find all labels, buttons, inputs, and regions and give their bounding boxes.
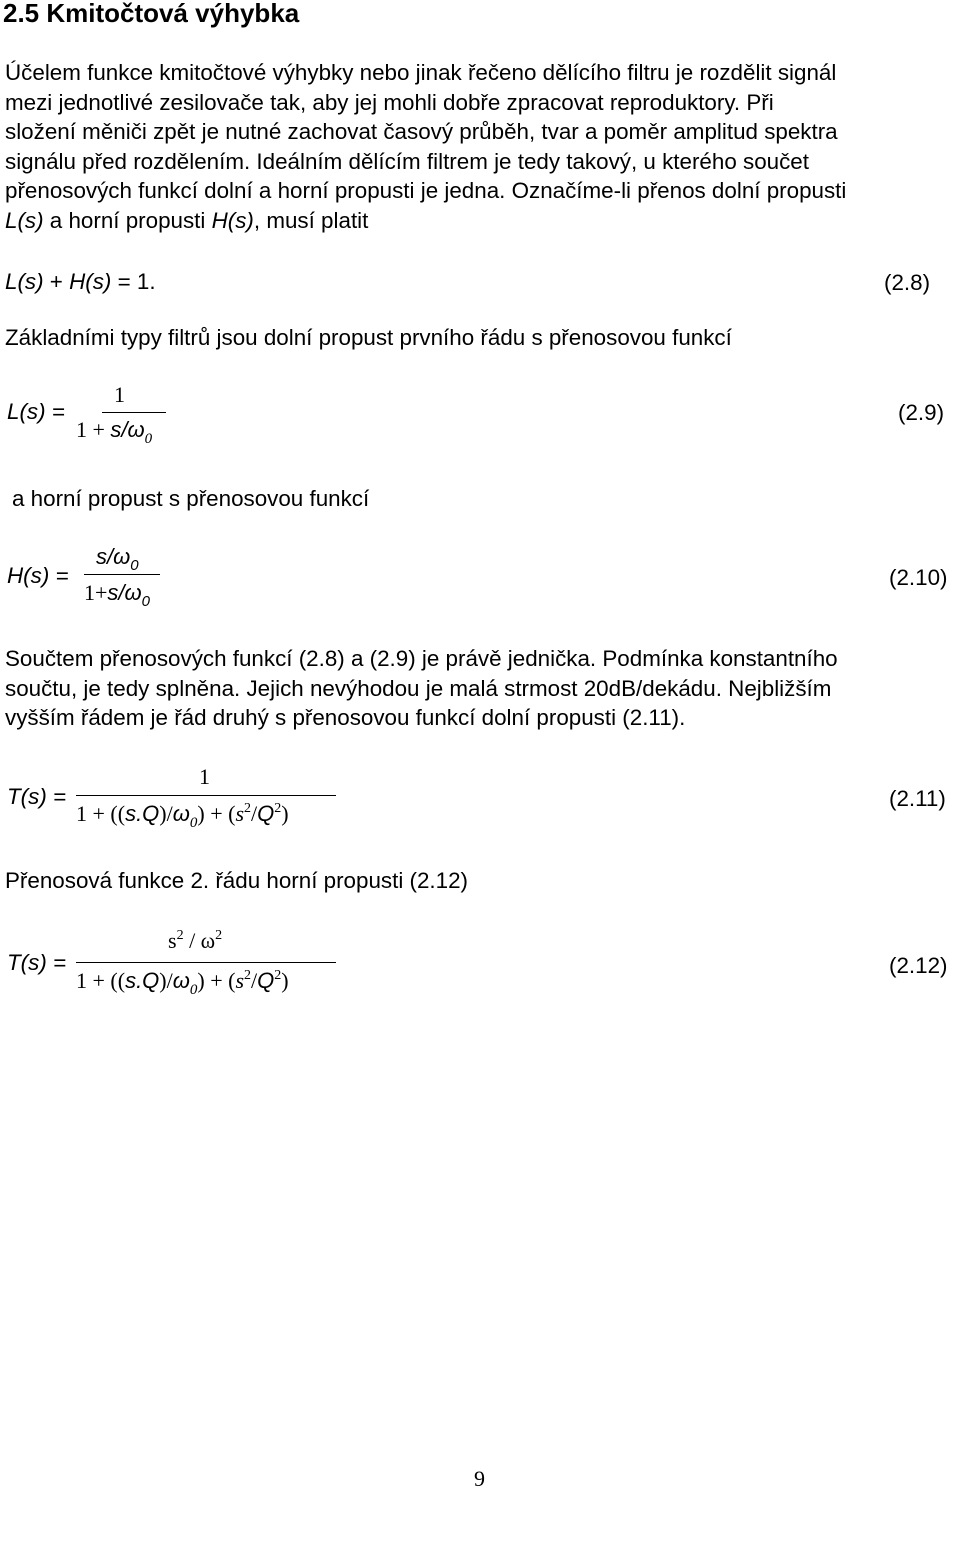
eq-2-9-den-var: s/ω bbox=[110, 417, 145, 442]
section-heading: 2.5 Kmitočtová výhybka bbox=[3, 0, 300, 28]
eq-2-10-number: (2.10) bbox=[889, 565, 948, 590]
equation-2-8 bbox=[5, 267, 156, 297]
eq-2-12-fraction-bar bbox=[76, 962, 336, 963]
text-sum-line-2: součtu, je tedy splněna. Jejich nevýhodou je malá strmost 20dB/dekádu. Nejbližším bbox=[5, 676, 832, 701]
eq-2-12-num-sup2: 2 bbox=[215, 928, 223, 943]
page-number: 9 bbox=[474, 1466, 485, 1491]
eq-2-12-den-i: ) bbox=[281, 968, 289, 993]
eq-2-12-den-h: Q bbox=[257, 968, 275, 993]
eq-2-11-fraction-bar bbox=[76, 795, 336, 796]
eq-2-11-den-b: s.Q bbox=[125, 801, 160, 826]
eq-2-12-den-g: / bbox=[251, 968, 258, 993]
eq-2-11-lhs bbox=[7, 784, 66, 810]
eq-2-11-number: (2.11) bbox=[889, 786, 946, 811]
eq-2-10-numerator bbox=[96, 544, 139, 574]
eq-2-12-den-c: )/ bbox=[159, 968, 173, 993]
eq-2-10-lhs bbox=[7, 563, 69, 589]
eq-2-12-number: (2.12) bbox=[889, 953, 948, 978]
eq-2-11-den-d: ω bbox=[172, 801, 190, 826]
eq-2-11-den-g: / bbox=[251, 801, 258, 826]
eq-2-10-num-var: s/ω bbox=[96, 544, 131, 569]
eq-2-12-num-b: / ω bbox=[183, 928, 216, 953]
eq-2-8-lhs: L(s) bbox=[5, 269, 44, 294]
eq-2-10-denominator bbox=[84, 580, 151, 610]
eq-2-11-den-a: 1 + (( bbox=[76, 801, 126, 826]
eq-2-12-den-a: 1 + (( bbox=[76, 968, 126, 993]
eq-2-10-lhs-text: H(s) = bbox=[7, 563, 69, 588]
eq-2-11-den-h: Q bbox=[257, 801, 275, 826]
eq-2-12-den-b: s.Q bbox=[125, 968, 160, 993]
eq-2-12-numerator bbox=[168, 928, 222, 954]
eq-2-12-den-e: ) + ( bbox=[197, 968, 236, 993]
eq-2-8-rest: = 1. bbox=[111, 269, 156, 294]
intro-line-5: přenosových funkcí dolní a horní propusti je jedna. Označíme-li přenos dolní propusti bbox=[5, 178, 847, 203]
intro-line-6-end: , musí platit bbox=[253, 208, 369, 233]
intro-line-6 bbox=[5, 206, 368, 236]
eq-2-10-den-var: s/ω bbox=[107, 580, 142, 605]
text-highpass-2nd-order: Přenosová funkce 2. řádu horní propusti (2.12) bbox=[5, 868, 469, 893]
eq-2-12-den-sub: 0 bbox=[189, 982, 198, 998]
eq-2-12-num-sup1: 2 bbox=[176, 928, 184, 943]
eq-2-8-plus: + bbox=[43, 269, 70, 294]
eq-2-11-den-i: ) bbox=[281, 801, 289, 826]
eq-2-9-fraction-bar bbox=[102, 412, 166, 413]
intro-line-1: Účelem funkce kmitočtové výhybky nebo jinak řečeno dělícího filtru je rozdělit signál bbox=[5, 60, 837, 85]
eq-2-12-lhs bbox=[7, 950, 66, 976]
eq-2-9-denominator bbox=[76, 417, 153, 447]
eq-2-10-den-prefix: 1+ bbox=[84, 580, 108, 605]
text-basic-filters: Základními typy filtrů jsou dolní propust prvního řádu s přenosovou funkcí bbox=[5, 325, 732, 350]
eq-2-11-den-c: )/ bbox=[159, 801, 173, 826]
eq-2-9-den-sub: 0 bbox=[144, 431, 153, 447]
text-highpass: a horní propust s přenosovou funkcí bbox=[12, 486, 370, 511]
eq-2-11-den-e: ) + ( bbox=[197, 801, 236, 826]
eq-2-11-den-sup2: 2 bbox=[274, 801, 282, 816]
eq-2-12-num-a: s bbox=[168, 928, 177, 953]
eq-2-12-den-f: s bbox=[235, 968, 245, 993]
intro-line-2: mezi jednotlivé zesilovače tak, aby jej mohli dobře zpracovat reproduktory. Při bbox=[5, 90, 774, 115]
eq-2-11-numerator: 1 bbox=[199, 764, 210, 789]
eq-2-10-fraction-bar bbox=[84, 574, 160, 575]
text-sum-line-3: vyšším řádem je řád druhý s přenosovou funkcí dolní propusti (2.11). bbox=[5, 705, 686, 730]
eq-2-8-number: (2.8) bbox=[884, 270, 931, 295]
eq-2-9-den-prefix: 1 + bbox=[76, 417, 111, 442]
eq-2-12-den-d: ω bbox=[172, 968, 190, 993]
intro-line-4: signálu před rozdělením. Ideálním dělícím filtrem je tedy takový, u kterého součet bbox=[5, 149, 809, 174]
intro-line-6-middle: a horní propusti bbox=[43, 208, 212, 233]
eq-2-11-den-sub: 0 bbox=[189, 815, 198, 831]
eq-2-12-lhs-text: T(s) = bbox=[7, 950, 67, 975]
hs-symbol: H(s) bbox=[211, 208, 254, 233]
eq-2-8-hs: H(s) bbox=[69, 269, 112, 294]
text-sum-line-1: Součtem přenosových funkcí (2.8) a (2.9) je právě jednička. Podmínka konstantního bbox=[5, 646, 838, 671]
eq-2-9-lhs bbox=[7, 399, 65, 425]
eq-2-10-num-sub: 0 bbox=[130, 557, 139, 574]
eq-2-11-lhs-text: T(s) = bbox=[7, 784, 67, 809]
eq-2-9-number: (2.9) bbox=[898, 400, 945, 425]
eq-2-12-den-sup1: 2 bbox=[244, 968, 252, 983]
eq-2-12-den-sup2: 2 bbox=[274, 968, 282, 983]
eq-2-11-denominator bbox=[76, 801, 289, 831]
eq-2-11-den-f: s bbox=[235, 801, 245, 826]
eq-2-9-lhs-text: L(s) = bbox=[7, 399, 65, 424]
eq-2-12-denominator bbox=[76, 968, 289, 998]
ls-symbol: L(s) bbox=[5, 208, 44, 233]
eq-2-9-numerator: 1 bbox=[114, 382, 125, 407]
eq-2-11-den-sup1: 2 bbox=[244, 801, 252, 816]
intro-line-3: složení měniči zpět je nutné zachovat časový průběh, tvar a poměr amplitud spektra bbox=[5, 119, 838, 144]
eq-2-10-den-sub: 0 bbox=[141, 593, 151, 610]
